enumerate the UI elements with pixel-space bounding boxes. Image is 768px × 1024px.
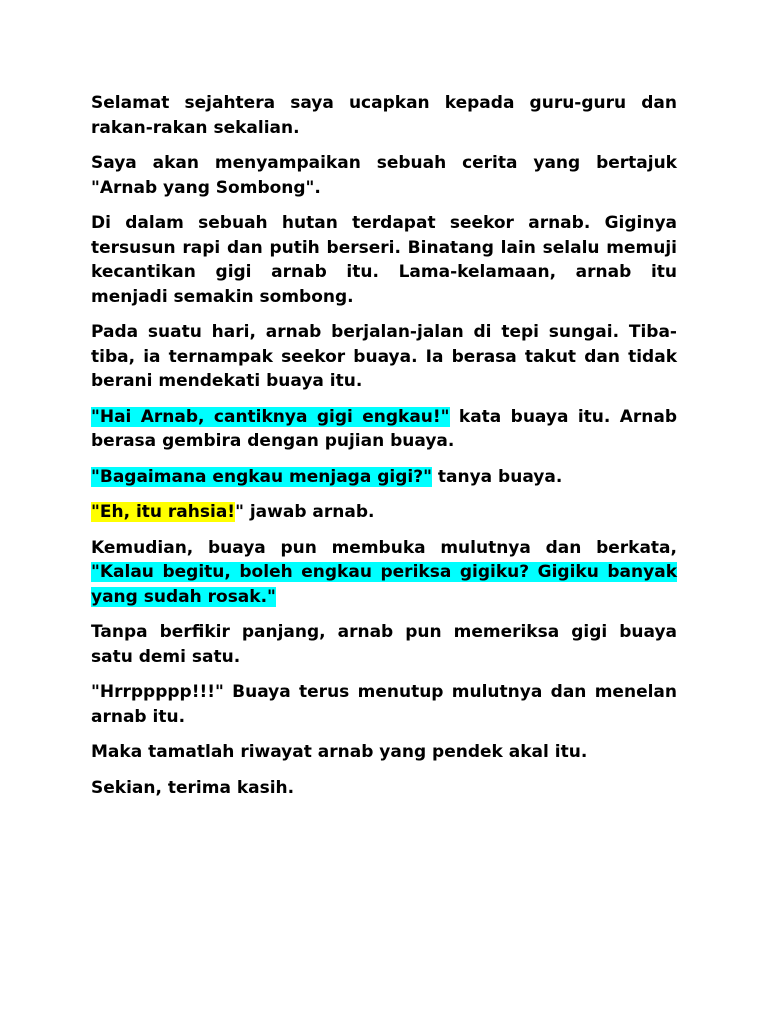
- paragraph-text: tanya buaya.: [431, 466, 563, 487]
- story-intro-paragraph: Saya akan menyampaikan sebuah cerita yang bertajuk "Arnab yang Sombong".: [91, 153, 677, 198]
- story-ending-paragraph: Maka tamatlah riwayat arnab yang pendek akal itu.: [91, 742, 588, 762]
- paragraph-text: " jawab arnab.: [235, 502, 375, 522]
- greeting-paragraph: Selamat sejahtera saya ucapkan kepada guru-guru dan rakan-rakan sekalian.: [91, 93, 677, 138]
- closing-paragraph: Sekian, terima kasih.: [91, 777, 295, 798]
- story-paragraph-4: [91, 465, 677, 490]
- highlighted-quote: "Bagaimana engkau menjaga gigi?": [91, 466, 432, 487]
- highlighted-quote: "Kalau begitu, boleh engkau periksa gigiku? Gigiku banyak yang sudah rosak.": [91, 562, 677, 607]
- highlighted-quote: "Eh, itu rahsia!: [91, 502, 236, 522]
- story-paragraph-2: Pada suatu hari, arnab berjalan-jalan di tepi sungai. Tiba-tiba, ia ternampak seekor buaya. Ia berasa takut dan tidak berani mendekati buaya itu.: [91, 322, 677, 391]
- paragraph-text: kata buaya itu. Arnab berasa gembira dengan pujian buaya.: [91, 406, 677, 451]
- story-paragraph-6: [91, 536, 677, 610]
- story-paragraph-7: Tanpa berfikir panjang, arnab pun memeriksa gigi buaya satu demi satu.: [91, 622, 677, 667]
- story-paragraph-8: "Hrrppppp!!!" Buaya terus menutup mulutnya dan menelan arnab itu.: [91, 682, 677, 727]
- story-paragraph-3: [91, 405, 677, 454]
- story-paragraph-1: Di dalam sebuah hutan terdapat seekor arnab. Giginya tersusun rapi dan putih berseri. Binatang lain selalu memuji kecantikan gigi arnab itu. Lama-kelamaan, arnab itu menjadi semakin sombong.: [91, 213, 677, 307]
- document-body: [91, 91, 677, 811]
- highlighted-quote: "Hai Arnab, cantiknya gigi engkau!": [91, 406, 450, 427]
- story-paragraph-5: [91, 500, 677, 525]
- paragraph-text: Kemudian, buaya pun membuka mulutnya dan berkata,: [91, 537, 677, 558]
